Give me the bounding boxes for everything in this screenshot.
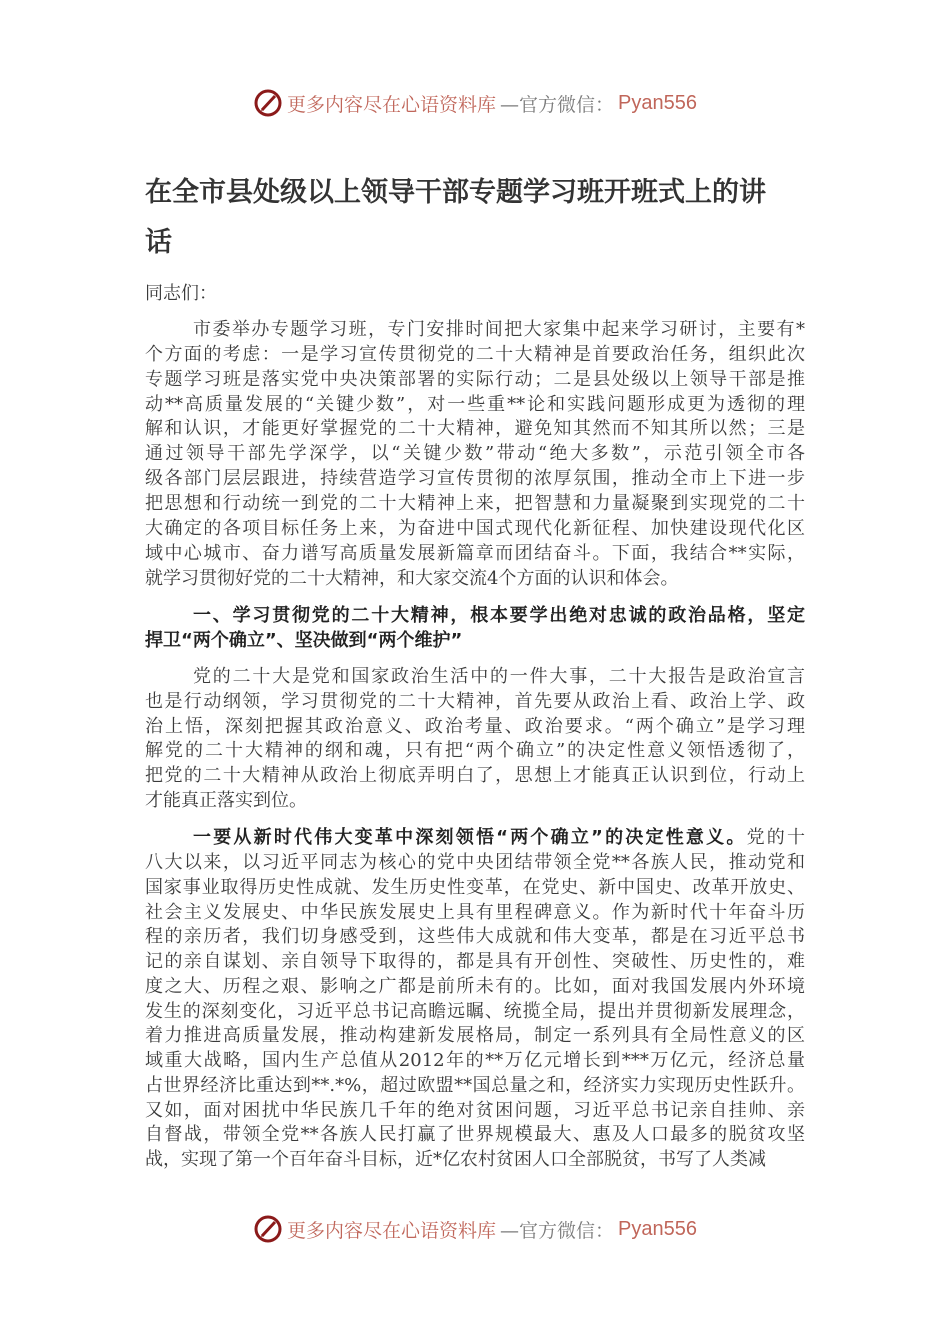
text-line: 又如，面对困扰中华民族几千年的绝对贫困问题，习近平总书记亲自挂帅、亲 [145, 1099, 805, 1121]
watermark-site: 更多内容尽在心语资料库 [287, 1219, 497, 1242]
text-line: 一、学习贯彻党的二十大精神，根本要学出绝对忠诚的政治品格，坚定 [193, 605, 805, 626]
text-line: 大确定的各项目标任务上来，为奋进中国式现代化新征程、加快建设现代化区 [145, 517, 805, 539]
watermark-id: Pyan556 [618, 1217, 697, 1240]
text-line: 通过领导干部先学深学，以“关键少数”带动“绝大多数”，示范引领全市各 [145, 443, 805, 465]
text-line: 域中心城市、奋力谱写高质量发展新篇章而团结奋斗。下面，我结合**实际， [145, 542, 805, 564]
paragraph-lead-bold: 一要从新时代伟大变革中深刻领悟“两个确立”的决定性意义。 [193, 827, 747, 848]
watermark-header [0, 88, 950, 118]
text-line: 就学习贯彻好党的二十大精神，和大家交流4个方面的认识和体会。 [145, 567, 679, 589]
text-line: 记的亲自谋划、亲自领导下取得的，都是具有开创性、突破性、历史性的，难 [145, 951, 805, 972]
text-line: 社会主义发展史、中华民族发展史上具有里程碑意义。作为新时代十年奋斗历 [145, 901, 805, 923]
text-line: 也是行动纲领，学习贯彻党的二十大精神，首先要从政治上看、政治上学、政 [145, 690, 805, 712]
text-line: 战，实现了第一个百年奋斗目标，近*亿农村贫困人口全部脱贫，书写了人类减 [145, 1149, 766, 1170]
pen-logo-icon [253, 1214, 283, 1244]
text-line: 着力推进高质量发展，推动构建新发展格局，制定一系列具有全局性意义的区 [145, 1025, 805, 1047]
watermark-dash: —官方微信： [500, 93, 615, 116]
page-title [145, 168, 807, 268]
watermark-footer [0, 1214, 950, 1244]
text-line: 党的二十大是党和国家政治生活中的一件大事，二十大报告是政治宣言 [193, 666, 805, 687]
text-line: 捍卫“两个确立”、坚决做到“两个维护” [145, 629, 463, 651]
text-line: 解和认识，才能更好掌握党的二十大精神，避免知其然而不知其所以然；三是 [145, 418, 805, 440]
text-line: 八大以来，以习近平同志为核心的党中央团结带领全党**各族人民，推动党和 [145, 852, 805, 873]
text-line: 解党的二十大精神的纲和魂，只有把“两个确立”的决定性意义领悟透彻了， [145, 740, 805, 762]
watermark-id: Pyan556 [618, 91, 697, 114]
greeting: 同志们： [145, 283, 217, 304]
text-line: 度之大、历程之艰、影响之广都是前所未有的。比如，面对我国发展内外环境 [145, 975, 805, 997]
pen-logo-icon [253, 88, 283, 118]
text-line: 才能真正落实到位。 [145, 790, 307, 811]
title-line: 话 [145, 227, 172, 258]
text-line: 专题学习班是落实党中央决策部署的实际行动；二是县处级以上领导干部是推 [145, 368, 805, 390]
paragraph-3-first-line [145, 826, 805, 850]
text-line: 把党的二十大精神从政治上彻底弄明白了，思想上才能真正认识到位，行动上 [145, 765, 805, 787]
watermark-site: 更多内容尽在心语资料库 [287, 93, 497, 116]
text-line: 动**高质量发展的“关键少数”，对一些重**论和实践问题形成更为透彻的理 [145, 393, 805, 415]
text-line: 个方面的考虑：一是学习宣传贯彻党的二十大精神是首要政治任务，组织此次 [145, 343, 805, 365]
text-line: 发生的深刻变化，习近平总书记高瞻远瞩、统揽全局，提出并贯彻新发展理念， [145, 1000, 805, 1022]
text-line: 自督战，带领全党**各族人民打赢了世界规模最大、惠及人口最多的脱贫攻坚 [145, 1124, 805, 1146]
text-line: 程的亲历者，我们切身感受到，这些伟大成就和伟大变革，都是在习近平总书 [145, 926, 805, 948]
text-line: 占世界经济比重达到**.*%，超过欧盟**国总量之和，经济实力实现历史性跃升。 [145, 1074, 805, 1096]
text-line: 市委举办专题学习班，专门安排时间把大家集中起来学习研讨，主要有* [193, 319, 805, 340]
text-line: 域重大战略，国内生产总值从2012年的**万亿元增长到***万亿元，经济总量 [145, 1050, 805, 1071]
text-line: 级各部门层层跟进，持续营造学习宣传贯彻的浓厚氛围，推动全市上下进一步 [145, 468, 805, 490]
text-line: 国家事业取得历史性成就、发生历史性变革，在党史、新中国史、改革开放史、 [145, 876, 805, 898]
text-line: 治上悟，深刻把握其政治意义、政治考量、政治要求。“两个确立”是学习理 [145, 715, 805, 737]
text-line: 把思想和行动统一到党的二十大精神上来，把智慧和力量凝聚到实现党的二十 [145, 492, 805, 514]
title-line: 在全市县处级以上领导干部专题学习班开班式上的讲 [145, 177, 766, 208]
paragraph-lead-rest: 党的十 [746, 827, 805, 848]
watermark-dash: —官方微信： [500, 1219, 615, 1242]
